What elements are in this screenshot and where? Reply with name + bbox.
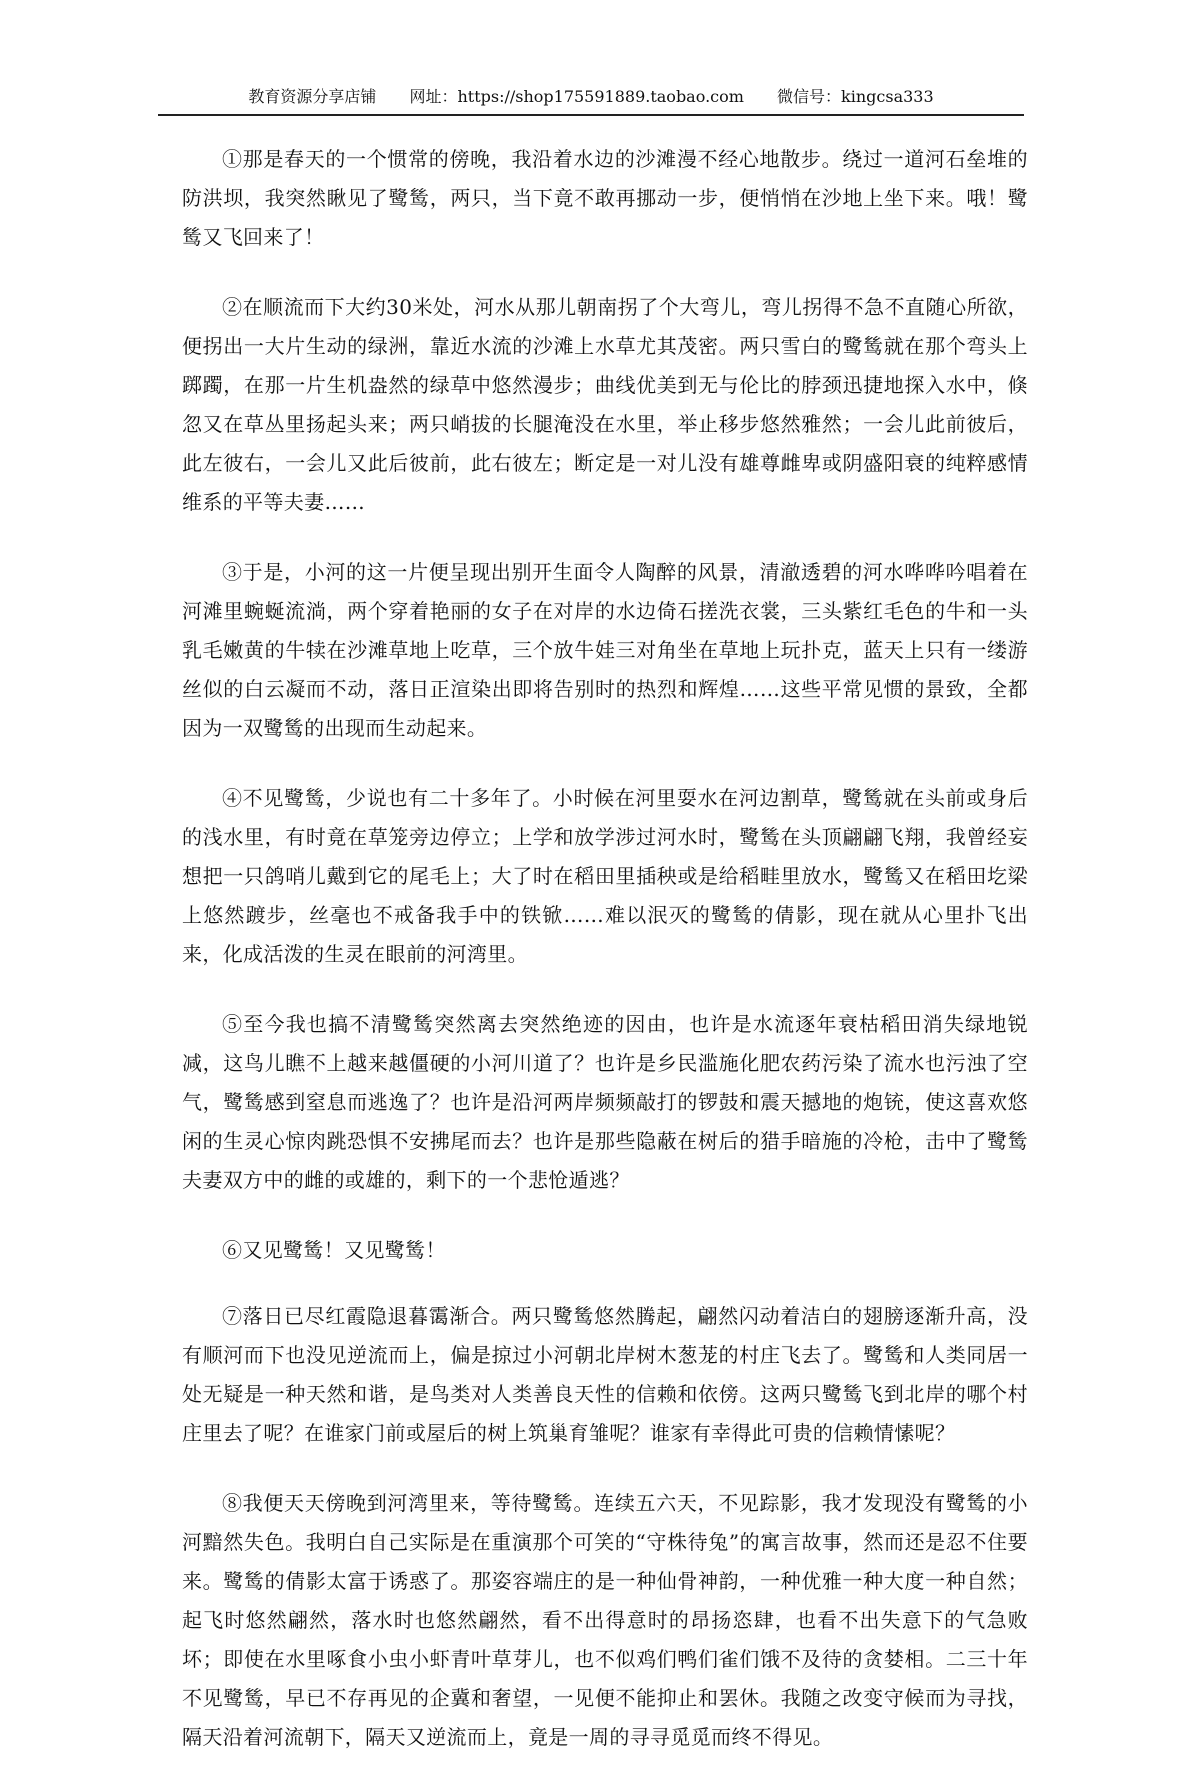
paragraph-3: ③于是，小河的这一片便呈现出别开生面令人陶醉的风景，清澈透碧的河水哗哗吟唱着在河滩里蜿蜒流淌，两个穿着艳丽的女子在对岸的水边倚石搓洗衣裳，三头紫红毛色的牛和一头乳毛嫩黄的牛犊在沙滩草地上吃草，三个放牛娃三对角坐在草地上玩扑克，蓝天上只有一缕游丝似的白云凝而不动，落日正渲染出即将告别时的热烈和辉煌……这些平常见惯的景致，全都因为一双鹭鸶的出现而生动起来。 <box>182 560 1028 740</box>
paragraph-1: ①那是春天的一个惯常的傍晚，我沿着水边的沙滩漫不经心地散步。绕过一道河石垒堆的防洪坝，我突然瞅见了鹭鸶，两只，当下竟不敢再挪动一步，便悄悄在沙地上坐下来。哦！鹭鸶又飞回来了！ <box>182 147 1028 249</box>
paragraph-2: ②在顺流而下大约30米处，河水从那儿朝南拐了个大弯儿，弯儿拐得不急不直随心所欲，便拐出一大片生动的绿洲，靠近水流的沙滩上水草尤其茂密。两只雪白的鹭鸶就在那个弯头上踯躅，在那一片生机盎然的绿草中悠然漫步；曲线优美到无与伦比的脖颈迅捷地探入水中，倏忽又在草丛里扬起头来；两只峭拔的长腿淹没在水里，举止移步悠然雅然；一会儿此前彼后，此左彼右，一会儿又此后彼前，此右彼左；断定是一对儿没有雄尊雌卑或阴盛阳衰的纯粹感情维系的平等夫妻…… <box>182 295 1028 514</box>
paragraph-4: ④不见鹭鸶，少说也有二十多年了。小时候在河里耍水在河边割草，鹭鸶就在头前或身后的浅水里，有时竟在草笼旁边停立；上学和放学涉过河水时，鹭鸶在头顶翩翩飞翔，我曾经妄想把一只鸽哨儿戴到它的尾毛上；大了时在稻田里插秧或是给稻畦里放水，鹭鸶又在稻田圪梁上悠然踱步，丝毫也不戒备我手中的铁锨……难以泯灭的鹭鸶的倩影，现在就从心里扑飞出来，化成活泼的生灵在眼前的河湾里。 <box>182 786 1028 966</box>
paragraph-6: ⑥又见鹭鸶！又见鹭鸶！ <box>222 1238 446 1262</box>
paragraph-7: ⑦落日已尽红霞隐退暮霭渐合。两只鹭鸶悠然腾起，翩然闪动着洁白的翅膀逐渐升高，没有顺河而下也没见逆流而上，偏是掠过小河朝北岸树木葱茏的村庄飞去了。鹭鸶和人类同居一处无疑是一种天然和谐，是鸟类对人类善良天性的信赖和依傍。这两只鹭鸶飞到北岸的哪个村庄里去了呢？在谁家门前或屋后的树上筑巢育雏呢？谁家有幸得此可贵的信赖情愫呢？ <box>182 1304 1028 1445</box>
header-shop-name: 教育资源分享店铺 <box>248 87 377 106</box>
page-header <box>158 84 1024 116</box>
paragraph-8: ⑧我便天天傍晚到河湾里来，等待鹭鸶。连续五六天，不见踪影，我才发现没有鹭鸶的小河黯然失色。我明白自己实际是在重演那个可笑的“守株待兔”的寓言故事，然而还是忍不住要来。鹭鸶的倩影太富于诱惑了。那姿容端庄的是一种仙骨神韵，一种优雅一种大度一种自然；起飞时悠然翩然，落水时也悠然翩然，看不出得意时的昂扬恣肆，也看不出失意下的气急败坏；即使在水里啄食小虫小虾青叶草芽儿，也不似鸡们鸭们雀们饿不及待的贪婪相。二三十年不见鹭鸶，早已不存再见的企冀和奢望，一见便不能抑止和罢休。我随之改变守候而为寻找，隔天沿着河流朝下，隔天又逆流而上，竟是一周的寻寻觅觅而终不得见。 <box>182 1491 1028 1749</box>
article-body <box>182 140 1028 1788</box>
header-wechat: 微信号：kingcsa333 <box>777 87 934 106</box>
paragraph-5: ⑤至今我也搞不清鹭鸶突然离去突然绝迹的因由，也许是水流逐年衰枯稻田消失绿地锐减，这鸟儿瞧不上越来越僵硬的小河川道了？也许是乡民滥施化肥农药污染了流水也污浊了空气，鹭鸶感到窒息而逃逸了？也许是沿河两岸频频敲打的锣鼓和震天撼地的炮铳，使这喜欢悠闲的生灵心惊肉跳恐惧不安拂尾而去？也许是那些隐蔽在树后的猎手暗施的冷枪，击中了鹭鸶夫妻双方中的雌的或雄的，剩下的一个悲怆遁逃？ <box>182 1012 1028 1192</box>
header-url: 网址：https://shop175591889.taobao.com <box>409 87 744 106</box>
